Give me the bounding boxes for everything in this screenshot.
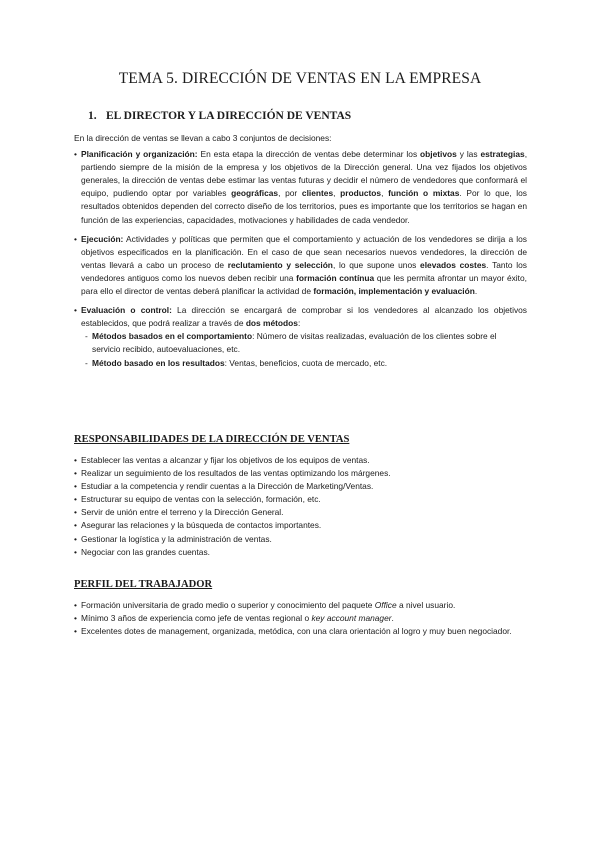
responsabilidades-heading: RESPONSABILIDADES DE LA DIRECCIÓN DE VENTAS: [74, 434, 350, 445]
page-title: TEMA 5. DIRECCIÓN DE VENTAS EN LA EMPRESA: [118, 70, 482, 87]
list-item: • Negociar con las grandes cuentas.: [74, 546, 527, 559]
list-item-formacion: • Formación universitaria de grado medio o superior y conocimiento del paquete Office a nivel usuario.: [74, 599, 527, 612]
perfil-heading: PERFIL DEL TRABAJADOR: [74, 579, 213, 590]
section-heading-director: [88, 110, 351, 122]
list-item: • Realizar un seguimiento de los resultados de las ventas optimizando los márgenes.: [74, 467, 527, 480]
sub-item-metodo-resultados: - Método basado en los resultados: Ventas, beneficios, cuota de mercado, etc.: [74, 357, 527, 370]
list-item: • Estudiar a la competencia y rendir cuentas a la Dirección de Marketing/Ventas.: [74, 480, 527, 493]
perfil-list: [74, 599, 527, 638]
intro-paragraph: En la dirección de ventas se llevan a cabo 3 conjuntos de decisiones:: [74, 133, 332, 143]
sub-item-metodo-comportamiento: - Métodos basados en el comportamiento: Número de visitas realizadas, evaluación de los clientes sobre el servicio recibido, autoevaluaciones, etc.: [74, 330, 527, 356]
section-heading-text: EL DIRECTOR Y LA DIRECCIÓN DE VENTAS: [106, 110, 352, 122]
list-item: • Estructurar su equipo de ventas con la selección, formación, etc.: [74, 493, 527, 506]
list-item-dotes: • Excelentes dotes de management, organizada, metódica, con una clara orientación al logro y muy buen negociador.: [74, 625, 527, 638]
list-item-evaluacion: • Evaluación o control: La dirección se encargará de comprobar si los vendedores al alcanzado los objetivos establecidos, que podrá realizar a través de dos métodos:: [74, 304, 527, 330]
list-item-planificacion: • Planificación y organización: En esta etapa la dirección de ventas debe determinar los objetivos y las estrategias, partiendo siempre de la misión de la empresa y los objetivos de la Dirección general. Una vez fijados los objetivos generales, la dirección de ventas debe estimar las ventas futuras y decidir el número de vendedores que conformará el equipo, pudiendo optar por variables geográficas, por clientes, productos, función o mixtas. Por lo que, los resultados obtenidos dependen del correcto diseño de los territorios, pues es importante que los territorios se hagan en función de las experiencias, capacidades, motivaciones y habilidades de cada vendedor.: [74, 148, 527, 227]
list-item: • Servir de unión entre el terreno y la Dirección General.: [74, 506, 527, 519]
list-item: • Gestionar la logística y la administración de ventas.: [74, 533, 527, 546]
list-item-experiencia: • Mínimo 3 años de experiencia como jefe de ventas regional o key account manager.: [74, 612, 527, 625]
section-body-director: [74, 132, 527, 370]
list-item-ejecucion: • Ejecución: Actividades y políticas que permiten que el comportamiento y actuación de los vendedores se dirija a los objetivos especificados en la planificación. En el caso de que sean necesarios nuevos vendedores, la dirección de ventas llevará a cabo un proceso de reclutamiento y selección, lo que supone unos elevados costes. Tanto los vendedores antiguos como los nuevos deben recibir una formación contínua que les permita afrontar un mayor éxito, para ello el director de ventas deberá planificar la actividad de formación, implementación y evaluación.: [74, 233, 527, 298]
list-item: • Establecer las ventas a alcanzar y fijar los objetivos de los equipos de ventas.: [74, 454, 527, 467]
section-number: 1.: [88, 110, 97, 122]
list-item: • Asegurar las relaciones y la búsqueda de contactos importantes.: [74, 519, 527, 532]
responsabilidades-list: [74, 454, 527, 559]
